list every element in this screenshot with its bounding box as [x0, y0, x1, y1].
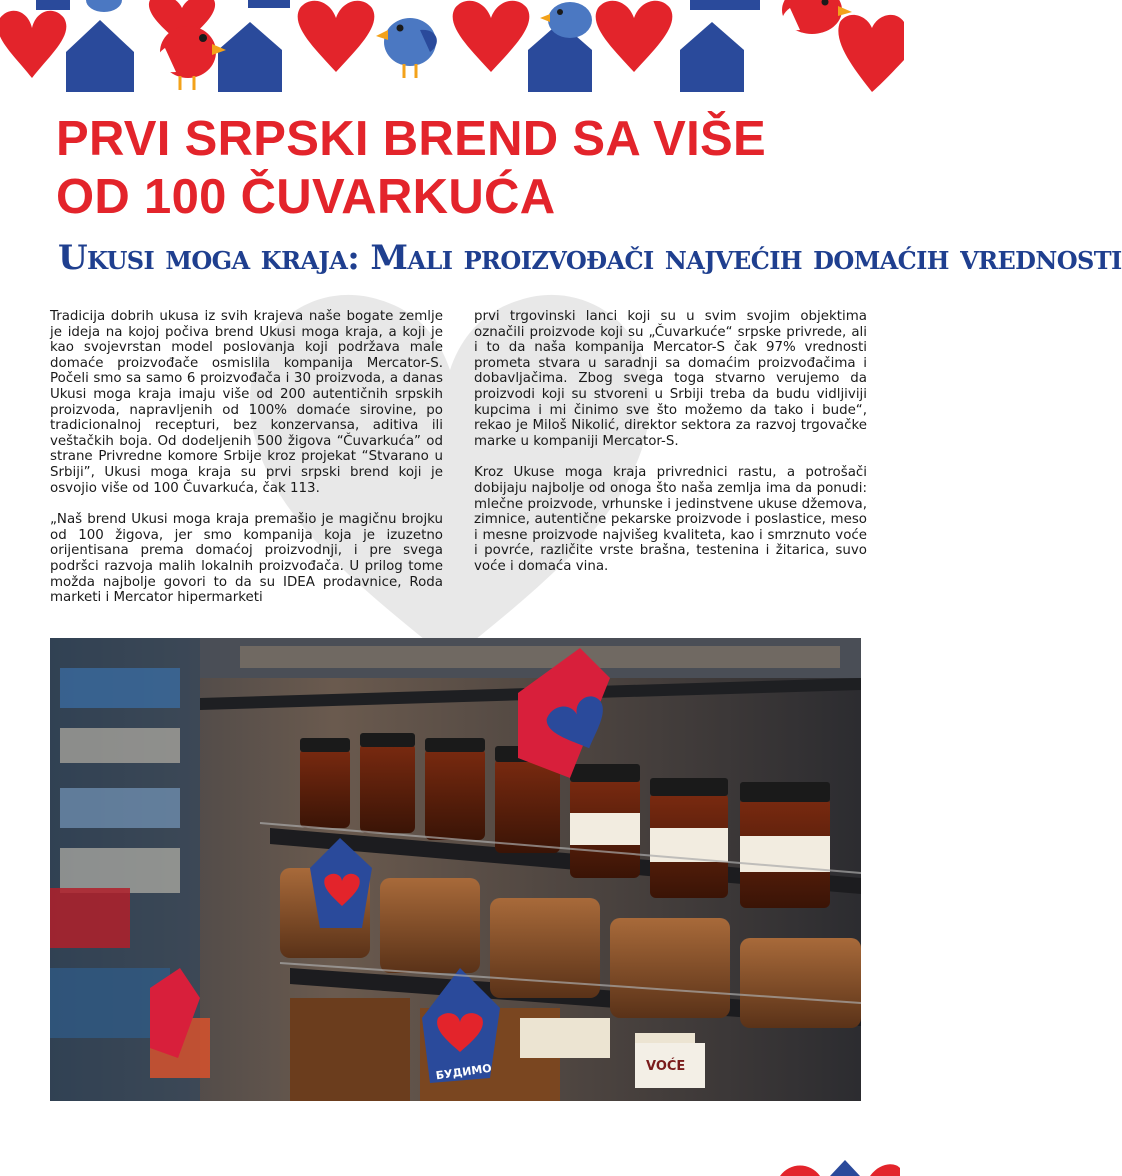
paragraph: Kroz Ukuse moga kraja privrednici rastu, a potrošači dobijaju najbolje od onoga što naša zemlja ima da ponudi: mlečne proizvode, vrhunske i jedinstvene ukuse džemova, zimnice, autentične pekarske proizvode i poslastice, meso i mesne proizvode najvišeg kvaliteta, kao i smrznuto voće i povrće, različite vrste brašna, testenina i žitarica, suvo voće i domaća vina.: [474, 465, 867, 574]
paragraph: „Naš brend Ukusi moga kraja premašio je magičnu brojku od 100 žigova, jer smo kompanija koja je izuzetno orijentisana prema domaćoj proizvodnji, i pre svega podršci razvoja malih lokalnih proizvođača. U prilog tome možda najbolje govori to da su IDEA prodavnice, Roda marketi i Mercator hipermarketi: [50, 512, 443, 606]
label-sign: [635, 1043, 705, 1088]
title-line-2: OD 100 ČUVARKUĆA: [56, 170, 556, 224]
label-text: VOĆE: [646, 1059, 686, 1074]
article-column-left: [50, 309, 443, 622]
footer-decoration: [720, 1154, 900, 1176]
bunting-banner: [0, 0, 900, 105]
heart-decoration: [453, 1, 530, 72]
heart-decoration: [596, 1, 673, 72]
red-bird-decoration: [157, 26, 226, 90]
store-shelf-photo: [50, 638, 861, 1101]
house-decoration: [36, 0, 70, 10]
tag-text: БУДИМО: [434, 1061, 493, 1083]
house-decoration: [66, 20, 134, 92]
article-column-right: [474, 309, 867, 591]
heart-decoration: [838, 15, 904, 92]
house-decoration: [248, 0, 290, 8]
blue-bird-decoration: [86, 0, 122, 12]
title-line-1: PRVI SRPSKI BREND SA VIŠE: [56, 112, 767, 166]
house-decoration: [690, 0, 760, 10]
article-subtitle: Ukusi moga kraja: Mali proizvođači najvećih domaćih vrednosti: [58, 238, 1122, 278]
blue-bird-decoration: [376, 18, 437, 78]
paragraph: prvi trgovinski lanci koji su u svim svojim objektima označili proizvode koji su „Čuvarkuće“ srpske privrede, ali i to da naša kompanija Mercator-S čak 97% vrednosti prometa stvara u saradnji sa domaćim proizvođačima i dobavljačima. Zbog svega toga stvarno verujemo da proizvodi koji su stvoreni u Srbiji treba da budu vidljiviji kupcima i mi činimo sve što možemo da tako i bude“, rekao je Miloš Nikolić, direktor sektora za razvoj trgovačke marke u kompaniji Mercator-S.: [474, 309, 867, 449]
house-decoration: [218, 22, 282, 92]
heart-decoration: [298, 1, 375, 72]
heart-decoration: [0, 11, 66, 78]
house-decoration: [680, 22, 744, 92]
blue-bird-decoration: [540, 2, 592, 38]
paragraph: Tradicija dobrih ukusa iz svih krajeva naše bogate zemlje je ideja na kojoj počiva brend Ukusi moga kraja, a koji je kao svojevrstan model poslovanja koji podržava male domaće proizvođače osmislila kompanija Mercator-S. Počeli smo sa samo 6 proizvođača i 30 proizvoda, a danas Ukusi moga kraja imaju više od 200 autentičnih srpskih proizvoda, napravljenih od 100% domaće sirovine, po tradicionalnoj recepturi, bez konzervansa, aditiva ili veštačkih boja. Od dodeljenih 500 žigova “Čuvarkuća” od strane Privredne komore Srbije kroz projekat “Stvarano u Srbiji”, Ukusi moga kraja su prvi srpski brend koji je osvojio više od 100 Čuvarkuća, čak 113.: [50, 309, 443, 496]
article-title: [56, 110, 856, 226]
